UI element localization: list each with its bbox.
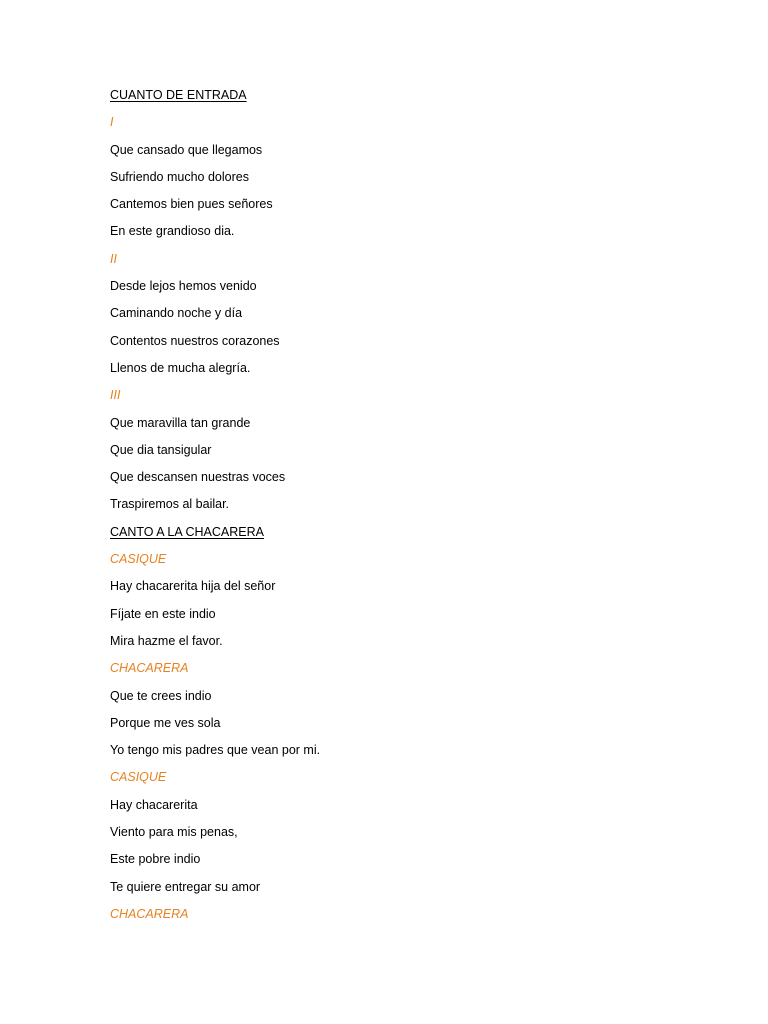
verse-line: Fíjate en este indio	[110, 606, 216, 621]
verse-line: Desde lejos hemos venido	[110, 279, 257, 294]
verse-line: Sufriendo mucho dolores	[110, 169, 249, 184]
verse-line: Llenos de mucha alegría.	[110, 360, 251, 375]
stanza-marker: II	[110, 251, 117, 266]
verse-line: Porque me ves sola	[110, 715, 221, 730]
stanza-marker: CASIQUE	[110, 770, 167, 785]
verse-line: Caminando noche y día	[110, 306, 243, 321]
verse-line: Que maravilla tan grande	[110, 415, 251, 430]
section-heading: CANTO A LA CHACARERA	[110, 524, 264, 539]
verse-line: Este pobre indio	[110, 852, 201, 867]
verse-line: Que dia tansigular	[110, 442, 212, 457]
verse-line: Hay chacarerita hija del señor	[110, 579, 276, 594]
verse-line: Yo tengo mis padres que vean por mi.	[110, 743, 321, 758]
stanza-marker: III	[110, 388, 121, 403]
stanza-marker: CHACARERA	[110, 906, 189, 921]
lyrics-body	[110, 85, 670, 931]
verse-line: Hay chacarerita	[110, 797, 198, 812]
verse-line: Que te crees indio	[110, 688, 212, 703]
stanza-marker: CHACARERA	[110, 661, 189, 676]
verse-line: Traspiremos al bailar.	[110, 497, 230, 512]
verse-line: En este grandioso dia.	[110, 224, 235, 239]
verse-line: Contentos nuestros corazones	[110, 333, 280, 348]
verse-line: Que descansen nuestras voces	[110, 470, 286, 485]
stanza-marker: CASIQUE	[110, 552, 167, 567]
verse-line: Que cansado que llegamos	[110, 142, 263, 157]
section-heading: CUANTO DE ENTRADA	[110, 88, 247, 102]
verse-line: Cantemos bien pues señores	[110, 197, 273, 212]
stanza-marker: I	[110, 115, 114, 130]
verse-line: Viento para mis penas,	[110, 825, 238, 840]
verse-line: Mira hazme el favor.	[110, 633, 223, 648]
verse-line: Te quiere entregar su amor	[110, 879, 261, 894]
